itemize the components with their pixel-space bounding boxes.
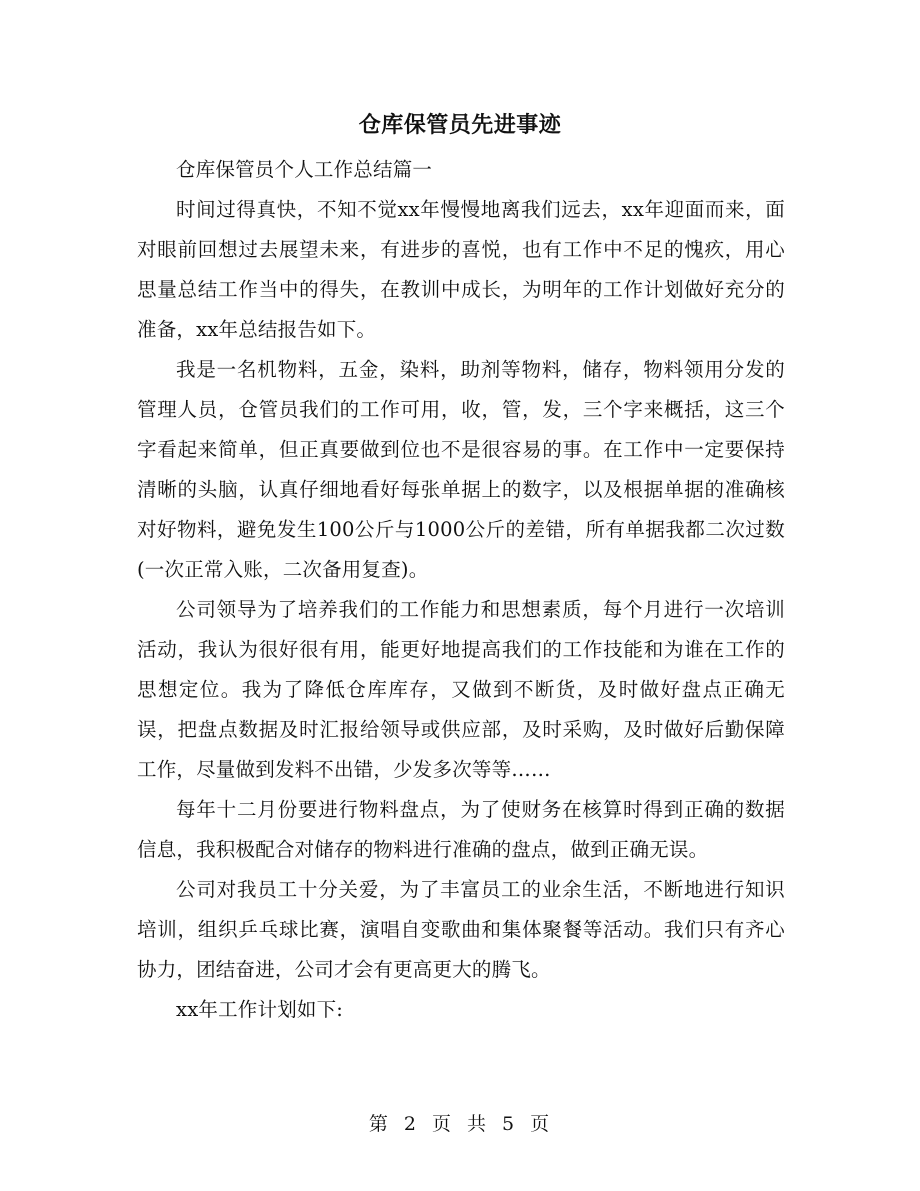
paragraph-training: 公司领导为了培养我们的工作能力和思想素质，每个月进行一次培训活动，我认为很好很有用，能更好地提高我们的工作技能和为谁在工作的思想定位。我为了降低仓库库存，又做到不断货，及时做好盘点正确无误，把盘点数据及时汇报给领导或供应部，及时采购，及时做好后勤保障工作，尽量做到发料不出错，少发多次等等…… <box>137 598 785 781</box>
page-footer: 第 2 页 共 5 页 <box>368 1113 552 1135</box>
paragraph-inventory: 每年十二月份要进行物料盘点，为了使财务在核算时得到正确的数据信息，我积极配合对储存的物料进行准确的盘点，做到正确无误。 <box>137 798 785 861</box>
paragraph-intro: 时间过得真快，不知不觉xx年慢慢地离我们远去，xx年迎面而来，面对眼前回想过去展望未来，有进步的喜悦，也有工作中不足的愧疚，用心思量总结工作当中的得失，在教训中成长，为明年的工作计划做好充分的准备，xx年总结报告如下。 <box>137 198 785 341</box>
paragraph-plan-heading: xx年工作计划如下: <box>176 998 344 1021</box>
paragraph-company-care: 公司对我员工十分关爱，为了丰富员工的业余生活，不断地进行知识培训，组织乒乓球比赛，演唱自变歌曲和集体聚餐等活动。我们只有齐心协力，团结奋进，公司才会有更高更大的腾飞。 <box>137 878 785 981</box>
paragraph-subtitle: 仓库保管员个人工作总结篇一 <box>176 158 433 181</box>
document-title: 仓库保管员先进事迹 <box>358 112 562 138</box>
paragraph-duties: 我是一名机物料，五金，染料，助剂等物料，储存，物料领用分发的管理人员，仓管员我们的工作可用，收，管，发，三个字来概括，这三个字看起来简单，但正真要做到位也不是很容易的事。在工作中一定要保持清晰的头脑，认真仔细地看好每张单据上的数字，以及根据单据的准确核对好物料，避免发生100公斤与1000公斤的差错，所有单据我都二次过数(一次正常入账，二次备用复查)。 <box>137 358 785 581</box>
document-body <box>137 150 785 1030</box>
